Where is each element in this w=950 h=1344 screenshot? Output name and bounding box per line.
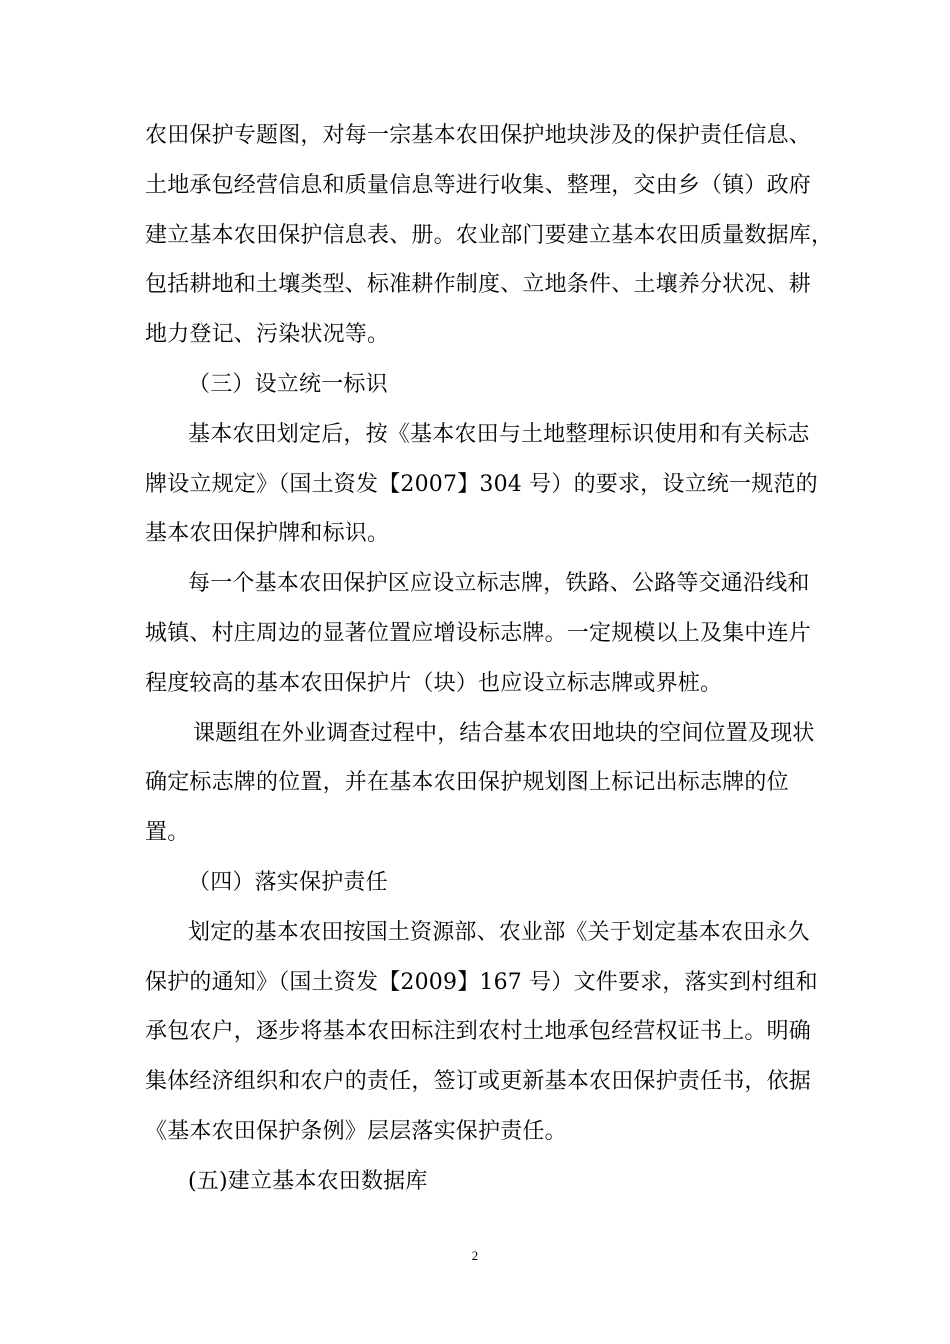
body-line: 农田保护专题图，对每一宗基本农田保护地块涉及的保护责任信息、: [145, 123, 812, 148]
body-line: 程度较高的基本农田保护片（块）也应设立标志牌或界桩。: [145, 671, 723, 696]
body-line: 牌设立规定》（国土资发【2007】304 号）的要求，设立统一规范的: [145, 472, 818, 497]
body-line: 包括耕地和土壤类型、标准耕作制度、立地条件、土壤养分状况、耕: [145, 272, 812, 297]
body-line: 《基本农田保护条例》层层落实保护责任。: [145, 1119, 567, 1144]
body-line: 建立基本农田保护信息表、册。农业部门要建立基本农田质量数据库，: [145, 223, 834, 248]
body-line: 承包农户，逐步将基本农田标注到农村土地承包经营权证书上。明确: [145, 1019, 812, 1044]
body-line: 土地承包经营信息和质量信息等进行收集、整理，交由乡（镇）政府: [145, 173, 812, 198]
section-heading: (五)建立基本农田数据库: [188, 1169, 428, 1194]
section-heading: （三）设立统一标识: [188, 372, 388, 397]
body-line: 课题组在外业调查过程中，结合基本农田地块的空间位置及现状: [193, 721, 815, 746]
body-line: 基本农田保护牌和标识。: [145, 521, 390, 546]
body-line: 城镇、村庄周边的显著位置应增设标志牌。一定规模以上及集中连片: [145, 621, 812, 646]
body-line: 划定的基本农田按国土资源部、农业部《关于划定基本农田永久: [188, 920, 810, 945]
body-line: 置。: [145, 820, 190, 845]
body-line: 基本农田划定后，按《基本农田与土地整理标识使用和有关标志: [188, 422, 810, 447]
body-line: 地力登记、污染状况等。: [145, 322, 390, 347]
body-line: 集体经济组织和农户的责任，签订或更新基本农田保护责任书，依据: [145, 1069, 812, 1094]
body-line: 保护的通知》（国土资发【2009】167 号）文件要求，落实到村组和: [145, 970, 818, 995]
body-line: 每一个基本农田保护区应设立标志牌，铁路、公路等交通沿线和: [188, 571, 810, 596]
section-heading: （四）落实保护责任: [188, 870, 388, 895]
page-number: 2: [471, 1248, 479, 1263]
body-line: 确定标志牌的位置，并在基本农田保护规划图上标记出标志牌的位: [145, 770, 789, 795]
